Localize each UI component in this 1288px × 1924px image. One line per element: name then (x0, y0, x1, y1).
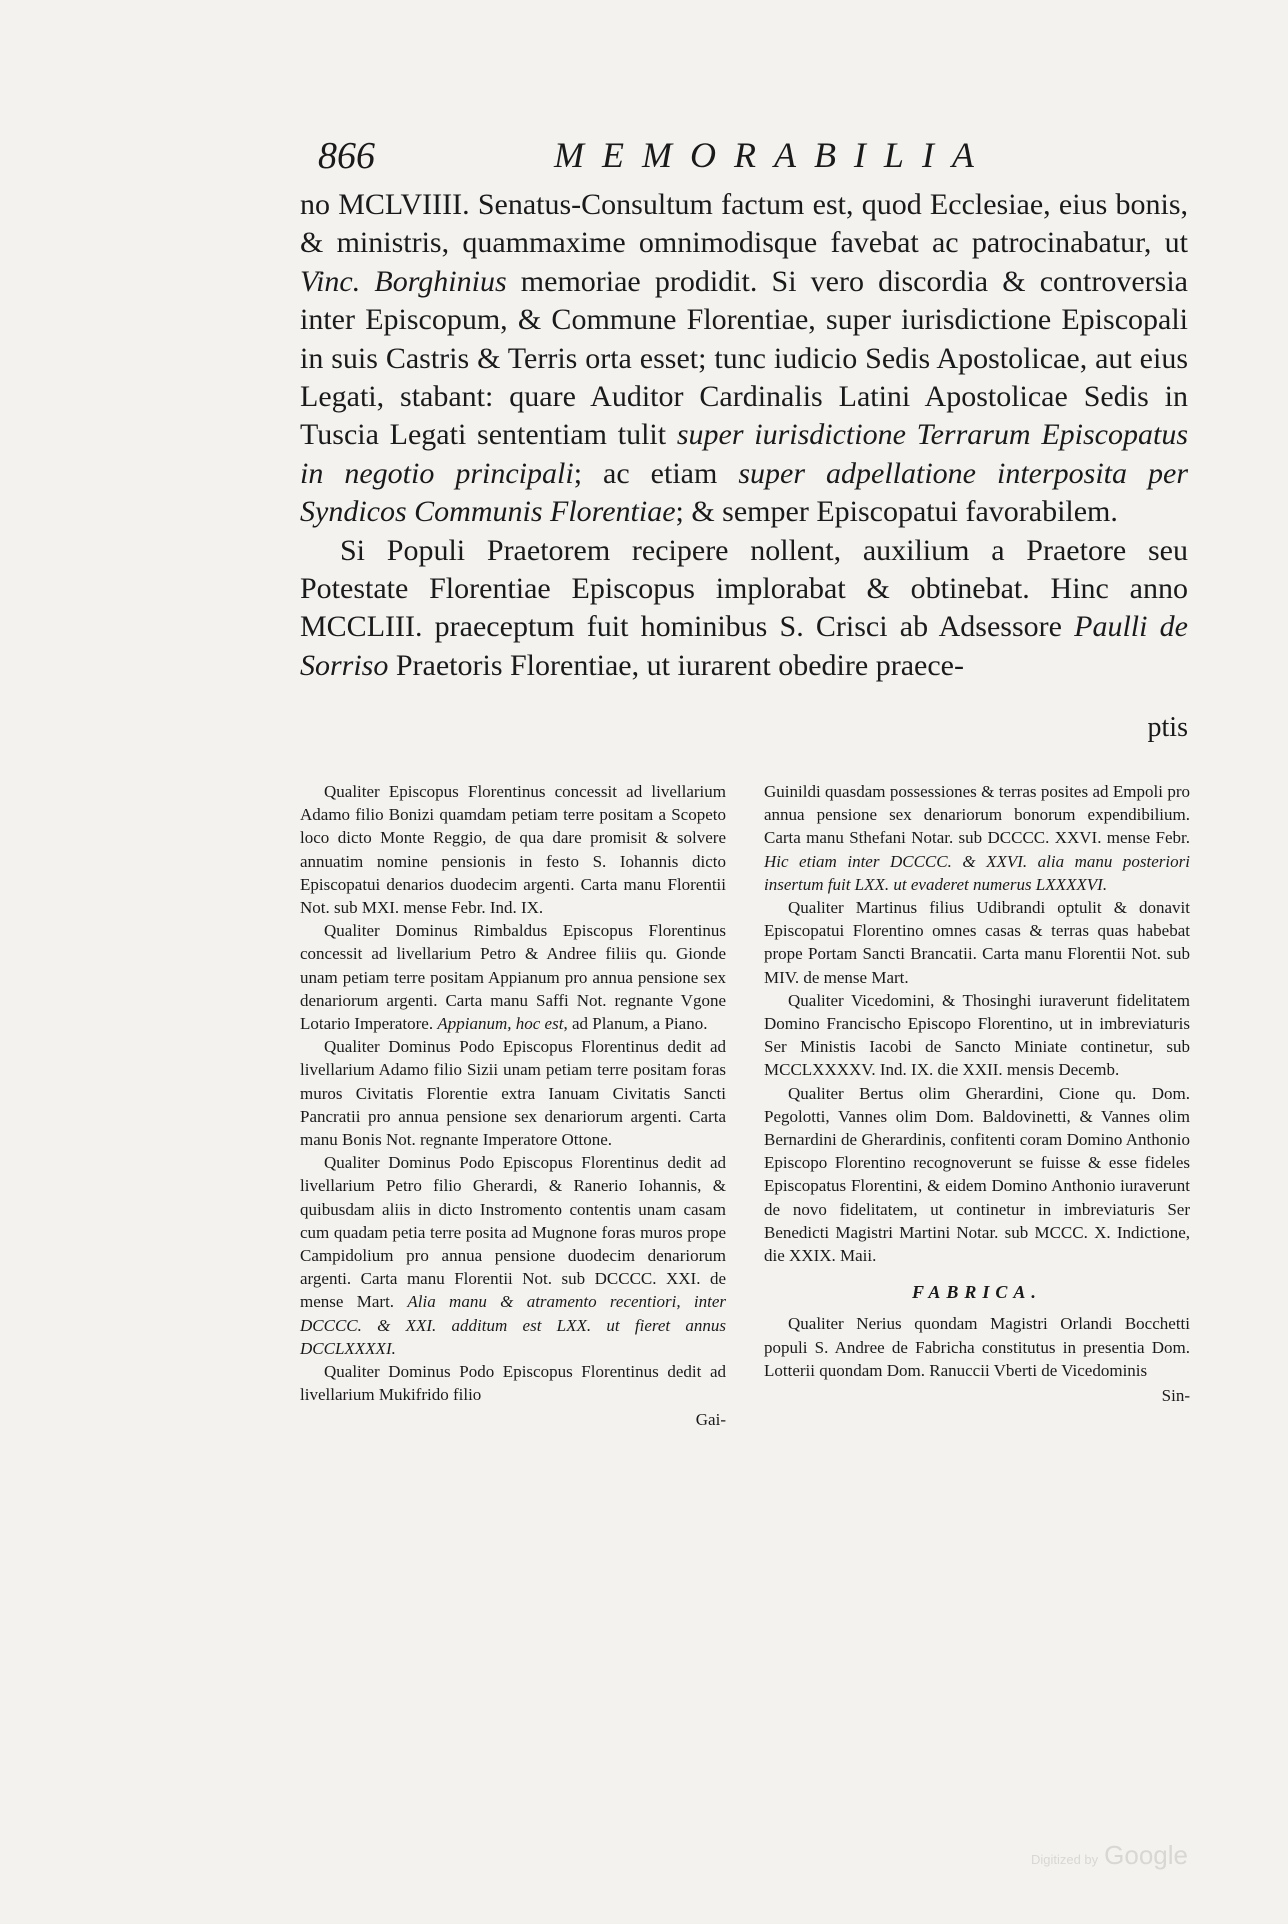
note-catchword: Sin- (1161, 1386, 1190, 1406)
watermark-brand: Google (1104, 1840, 1188, 1870)
note-entry: Qualiter Dominus Podo Episcopus Florentinus dedit ad livellarium Mukifrido filio (300, 1362, 726, 1405)
italic-run: Paulli de Sorriso (300, 610, 1188, 682)
italic-run: Appianum, hoc est (437, 1014, 564, 1034)
digitized-watermark (1031, 1840, 1188, 1871)
main-paragraph-1 (300, 186, 1188, 532)
note-entry: Qualiter Bertus olim Gherardini, Cione qu. Dom. Pegolotti, Vannes olim Dom. Baldovinetti, & Vannes olim Bernardini de Gherardinis, confitenti coram Domino Anthonio Episcopo Florentino recognoverunt se fuisse & esse fideles Episcopatus Florentini, & eidem Domino Anthonio iuraverunt de novo fidelitatem, ut continetur in imbreviaturis Ser Benedicti Magistri Martini Notar. sub MCCC. X. Indictione, die XXIX. Maii. (764, 1083, 1190, 1266)
italic-run: Alia manu & atramento recentiori, inter DCCCC. & XXI. additum est LXX. ut fieret annus DCCLXXXXI. (300, 1292, 726, 1358)
note-entry: Qualiter Episcopus Florentinus concessit ad livellarium Adamo filio Bonizi quamdam petiam terre positam a Scopeto loco dicto Monte Reggio, de qua dare promisit & solvere annuatim nomine pensionis in festo S. Iohannis dicto Episcopatui denarios duodecim argenti. Carta manu Florentii Not. sub MXI. mense Febr. Ind. IX. (300, 782, 726, 918)
page-header (318, 128, 992, 184)
main-text (300, 186, 1188, 685)
catchword: ptis (1147, 712, 1188, 743)
note-entry: Qualiter Vicedomini, & Thosinghi iuraverunt fidelitatem Domino Francischo Episcopo Florentino, ut in imbreviaturis Ser Ministis Iacobi de Sancto Miniate continetur, sub MCCLXXXXV. Ind. IX. die XXII. mensis Decemb. (764, 990, 1190, 1080)
italic-run: super iurisdictione Terrarum Episcopatus in negotio principali (300, 418, 1189, 490)
page-number: 866 (318, 135, 375, 177)
text-run: Qualiter Dominus Podo Episcopus Florentinus dedit ad livellarium Petro filio Gherardi, & Ranerio Iohannis, & quibusdam aliis in dicto Instromento contentis unam casam cum quadam petia terre posita ad Mugnone foras muros prope Campidolium pro annua pensione duodecim denariorum argenti. Carta manu Florentii Not. sub DCCCC. XXI. de mense Mart. (300, 1153, 726, 1312)
note-entry: Qualiter Martinus filius Udibrandi optulit & donavit Episcopatui Florentino omnes casas & terras quas habebat prope Portam Sancti Brancatii. Carta manu Florentii Not. sub MIV. de mense Mart. (764, 898, 1190, 987)
notes-column-right (764, 780, 1190, 1407)
note-entry (764, 780, 1190, 896)
text-run: ; ac etiam (573, 456, 739, 490)
text-run: ; & semper Episcopatui favorabilem. (675, 495, 1118, 529)
italic-run: Vinc. Borghinius (300, 264, 507, 298)
note-entry: Qualiter Dominus Podo Episcopus Florentinus dedit ad livellarium Adamo filio Sizii unam petiam terre positam foras muros Civitatis Florentie extra Ianuam Civitatis Sancti Pancratii pro annua pensione sex denariorum argenti. Carta manu Bonis Not. regnante Imperatore Ottone. (300, 1037, 726, 1150)
note-entry (300, 1151, 726, 1360)
running-title: MEMORABILIA (554, 135, 992, 175)
watermark-prefix: Digitized by (1030, 1852, 1099, 1867)
text-run: no MCLVIIII. Senatus-Consultum factum est, quod Ecclesiae, eius bonis, & ministris, quammaxime omnimodisque favebat ac patrocinabatur, ut (300, 188, 1188, 260)
note-catchword: Gai- (695, 1410, 726, 1430)
text-run: Qualiter Dominus Rimbaldus Episcopus Florentinus concessit ad livellarium Petro & Andree filiis qu. Gionde unam petiam terre positam Appianum pro annua pensione sex denariorum argenti. Carta manu Saffi Not. regnante Vgone Lotario Imperatore. (300, 921, 726, 1034)
text-run: Praetoris Florentiae, ut iurarent obedire praece- (388, 648, 964, 682)
note-entry (300, 919, 726, 1035)
main-paragraph-2 (300, 532, 1188, 686)
italic-run: Hic etiam inter DCCCC. & XXVI. alia manu posteriori insertum fuit LXX. ut evaderet numerus LXXXXVI. (764, 851, 1190, 894)
note-entry: Qualiter Nerius quondam Magistri Orlandi Bocchetti populi S. Andree de Fabricha constitutus in presentia Dom. Lotterii quondam Dom. Ranuccii Vberti de Vicedominis (764, 1314, 1190, 1380)
text-run: memoriae prodidit. Si vero discordia & controversia inter Episcopum, & Commune Florentiae, super iurisdictione Episcopali in suis Castris & Terris orta esset; tunc iudicio Sedis Apostolicae, aut eius Legati, stabant: quare Auditor Cardinalis Latini Apostolicae Sedis in Tuscia Legati sententiam tulit (300, 264, 1188, 452)
text-run: Si Populi Praetorem recipere nollent, auxilium a Praetore seu Potestate Florentiae Episcopus implorabat & obtinebat. Hinc anno MCCLIII. praeceptum fuit hominibus S. Crisci ab Adsessore (300, 533, 1188, 644)
notes-column-left (300, 780, 726, 1432)
text-run: Guinildi quasdam possessiones & terras posites ad Empoli pro annua pensione sex denariorum bonorum expendibilium. Carta manu Sthefani Notar. sub DCCCC. XXVI. mense Febr. (764, 782, 1190, 848)
italic-run: super adpellatione interposita per Syndicos Communis Florentiae (300, 456, 1188, 529)
section-heading: FABRICA. (912, 1282, 1042, 1303)
text-run: , ad Planum, a Piano. (563, 1014, 708, 1034)
